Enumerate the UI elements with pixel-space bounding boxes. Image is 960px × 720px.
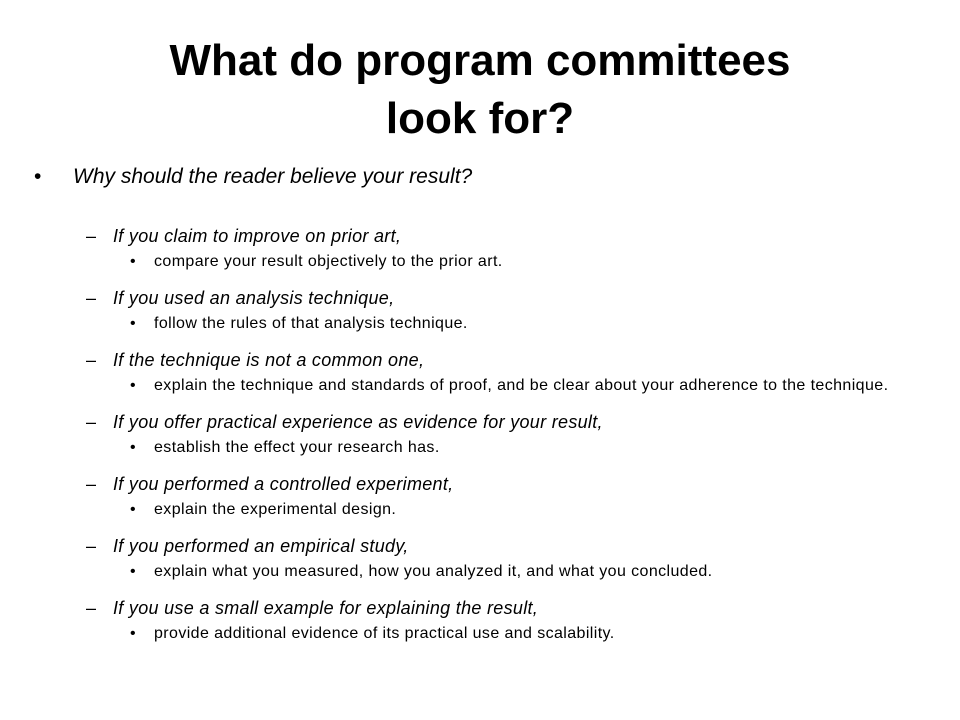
bullet-marker: • — [130, 563, 137, 580]
detail-text: provide additional evidence of its practical use and scalability. — [154, 625, 615, 642]
criterion-detail — [0, 563, 960, 580]
detail-text: establish the effect your research has. — [154, 439, 440, 456]
slide-body — [0, 163, 960, 659]
criterion-detail — [0, 377, 960, 394]
criterion-group — [0, 597, 960, 642]
criterion-group — [0, 225, 960, 270]
criterion-condition — [0, 597, 960, 619]
criterion-group — [0, 349, 960, 394]
detail-text: follow the rules of that analysis technique. — [154, 315, 468, 332]
detail-text: explain what you measured, how you analyzed it, and what you concluded. — [154, 563, 713, 580]
title-line-2: look for? — [385, 94, 575, 143]
criterion-condition — [0, 287, 960, 309]
condition-text: If you claim to improve on prior art, — [113, 226, 402, 246]
criterion-group — [0, 535, 960, 580]
condition-text: If the technique is not a common one, — [113, 350, 425, 370]
criterion-condition — [0, 225, 960, 247]
criterion-group — [0, 473, 960, 518]
title-line-1: What do program committees — [169, 36, 791, 85]
detail-text: explain the technique and standards of proof, and be clear about your adherence to the technique. — [154, 377, 889, 394]
criterion-detail — [0, 625, 960, 642]
dash-marker: – — [86, 536, 97, 556]
dash-marker: – — [86, 226, 97, 246]
condition-text: If you performed an empirical study, — [113, 536, 409, 556]
criterion-detail — [0, 315, 960, 332]
dash-marker: – — [86, 412, 97, 432]
bullet-marker: • — [130, 377, 137, 394]
bullet-marker: • — [130, 501, 137, 518]
condition-text: If you offer practical experience as evidence for your result, — [113, 412, 603, 432]
criterion-condition — [0, 473, 960, 495]
main-bullet — [0, 163, 960, 191]
bullet-marker: • — [130, 625, 137, 642]
detail-text: explain the experimental design. — [154, 501, 397, 518]
detail-text: compare your result objectively to the prior art. — [154, 253, 503, 270]
bullet-marker: • — [34, 165, 42, 188]
criterion-group — [0, 411, 960, 456]
dash-marker: – — [86, 474, 97, 494]
condition-text: If you use a small example for explaining the result, — [113, 598, 539, 618]
criterion-condition — [0, 535, 960, 557]
slide-title — [0, 32, 960, 148]
condition-text: If you performed a controlled experiment, — [113, 474, 454, 494]
criterion-detail — [0, 439, 960, 456]
dash-marker: – — [86, 288, 97, 308]
bullet-marker: • — [130, 315, 137, 332]
main-bullet-text: Why should the reader believe your result? — [73, 165, 473, 188]
criterion-group — [0, 287, 960, 332]
criterion-detail — [0, 501, 960, 518]
bullet-marker: • — [130, 439, 137, 456]
dash-marker: – — [86, 350, 97, 370]
bullet-marker: • — [130, 253, 137, 270]
condition-text: If you used an analysis technique, — [113, 288, 395, 308]
criterion-condition — [0, 349, 960, 371]
criterion-condition — [0, 411, 960, 433]
criterion-detail — [0, 253, 960, 270]
dash-marker: – — [86, 598, 97, 618]
